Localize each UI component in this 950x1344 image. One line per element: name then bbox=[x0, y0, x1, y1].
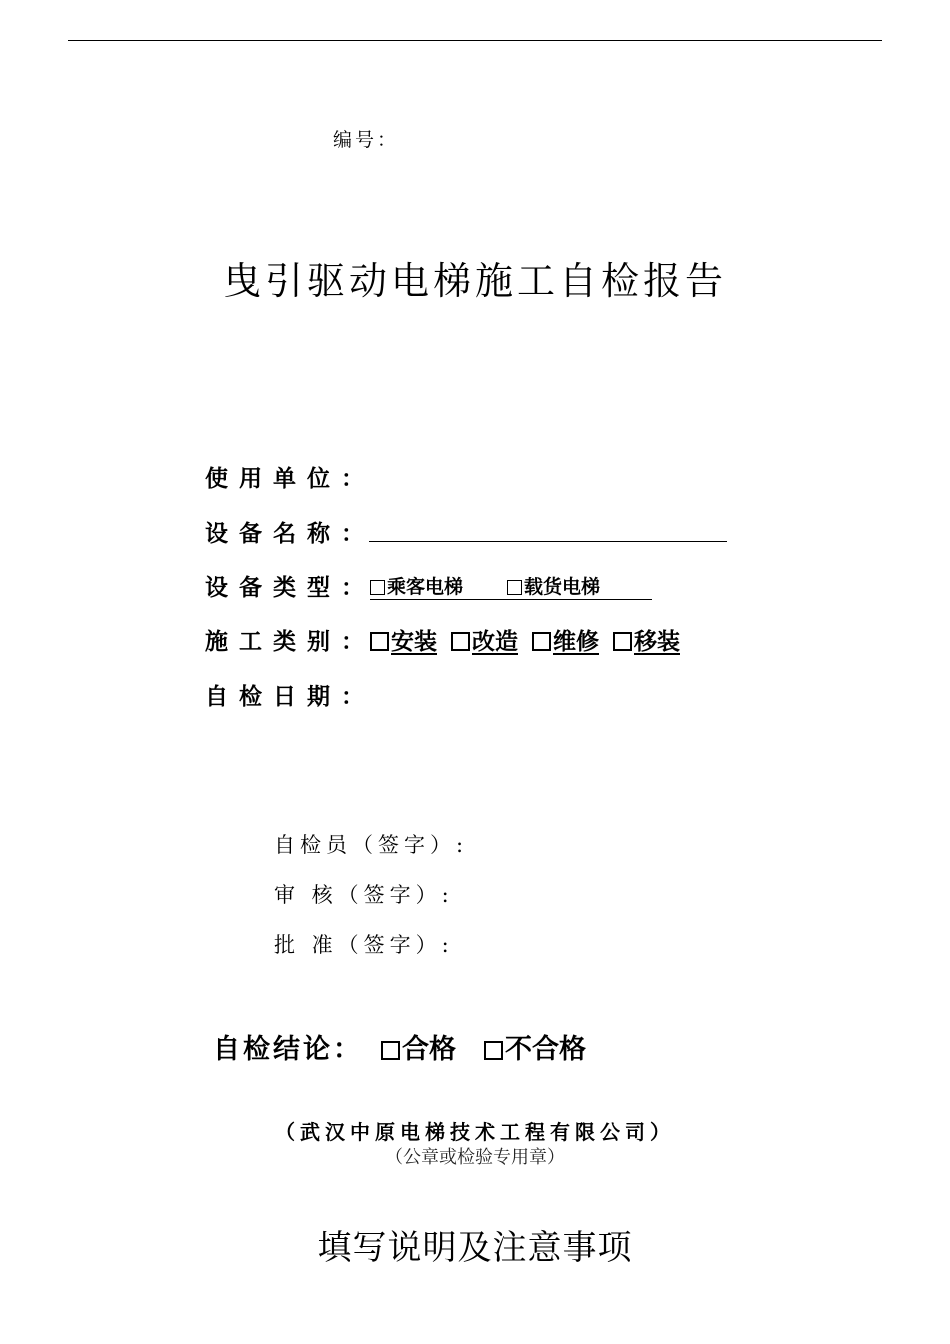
serial-number-label: 编号： bbox=[333, 129, 400, 151]
work-type-options bbox=[370, 623, 680, 656]
conclusion-label: 自检结论： bbox=[213, 1034, 363, 1065]
user-unit-label: 使用单位： bbox=[205, 466, 375, 492]
checkbox-icon bbox=[370, 580, 385, 595]
work-type-repair[interactable] bbox=[532, 629, 599, 655]
seal-note: （公章或检验专用章） bbox=[385, 1147, 565, 1168]
device-name-field[interactable] bbox=[369, 541, 727, 542]
work-type-option-label: 移装 bbox=[634, 629, 680, 655]
checkbox-icon bbox=[381, 1041, 400, 1060]
report-title: 曳引驱动电梯施工自检报告 bbox=[222, 259, 727, 303]
reviewer-signature-label: 审 核（签字）: bbox=[274, 883, 454, 907]
conclusion-row bbox=[213, 1027, 586, 1066]
checkbox-icon bbox=[484, 1041, 503, 1060]
device-type-option-label: 载货电梯 bbox=[524, 576, 601, 598]
notes-title: 填写说明及注意事项 bbox=[317, 1228, 633, 1268]
work-type-option-label: 安装 bbox=[391, 629, 437, 655]
conclusion-option-label: 不合格 bbox=[505, 1034, 586, 1065]
device-name-label: 设备名称： bbox=[205, 521, 375, 547]
checkbox-icon bbox=[451, 632, 470, 651]
checkbox-icon bbox=[507, 580, 522, 595]
work-type-option-label: 改造 bbox=[472, 629, 518, 655]
device-type-freight[interactable] bbox=[507, 576, 600, 598]
checkbox-icon bbox=[370, 632, 389, 651]
work-type-label: 施工类别： bbox=[205, 629, 375, 655]
approver-signature-label: 批 准（签字）: bbox=[274, 933, 454, 957]
checkbox-icon bbox=[613, 632, 632, 651]
work-type-relocate[interactable] bbox=[613, 629, 680, 655]
conclusion-pass[interactable] bbox=[381, 1034, 456, 1065]
device-type-label: 设备类型： bbox=[205, 575, 375, 601]
conclusion-option-label: 合格 bbox=[402, 1034, 456, 1065]
work-type-install[interactable] bbox=[370, 629, 437, 655]
device-type-options bbox=[370, 572, 652, 600]
work-type-modify[interactable] bbox=[451, 629, 518, 655]
company-name: （武汉中原电梯技术工程有限公司） bbox=[275, 1120, 675, 1144]
checkbox-icon bbox=[532, 632, 551, 651]
device-type-option-label: 乘客电梯 bbox=[387, 576, 464, 598]
top-rule bbox=[68, 40, 882, 41]
conclusion-fail[interactable] bbox=[484, 1034, 586, 1065]
work-type-option-label: 维修 bbox=[553, 629, 599, 655]
inspector-signature-label: 自检员（签字）: bbox=[274, 833, 469, 857]
device-type-passenger[interactable] bbox=[370, 576, 463, 598]
check-date-label: 自检日期： bbox=[205, 684, 375, 710]
